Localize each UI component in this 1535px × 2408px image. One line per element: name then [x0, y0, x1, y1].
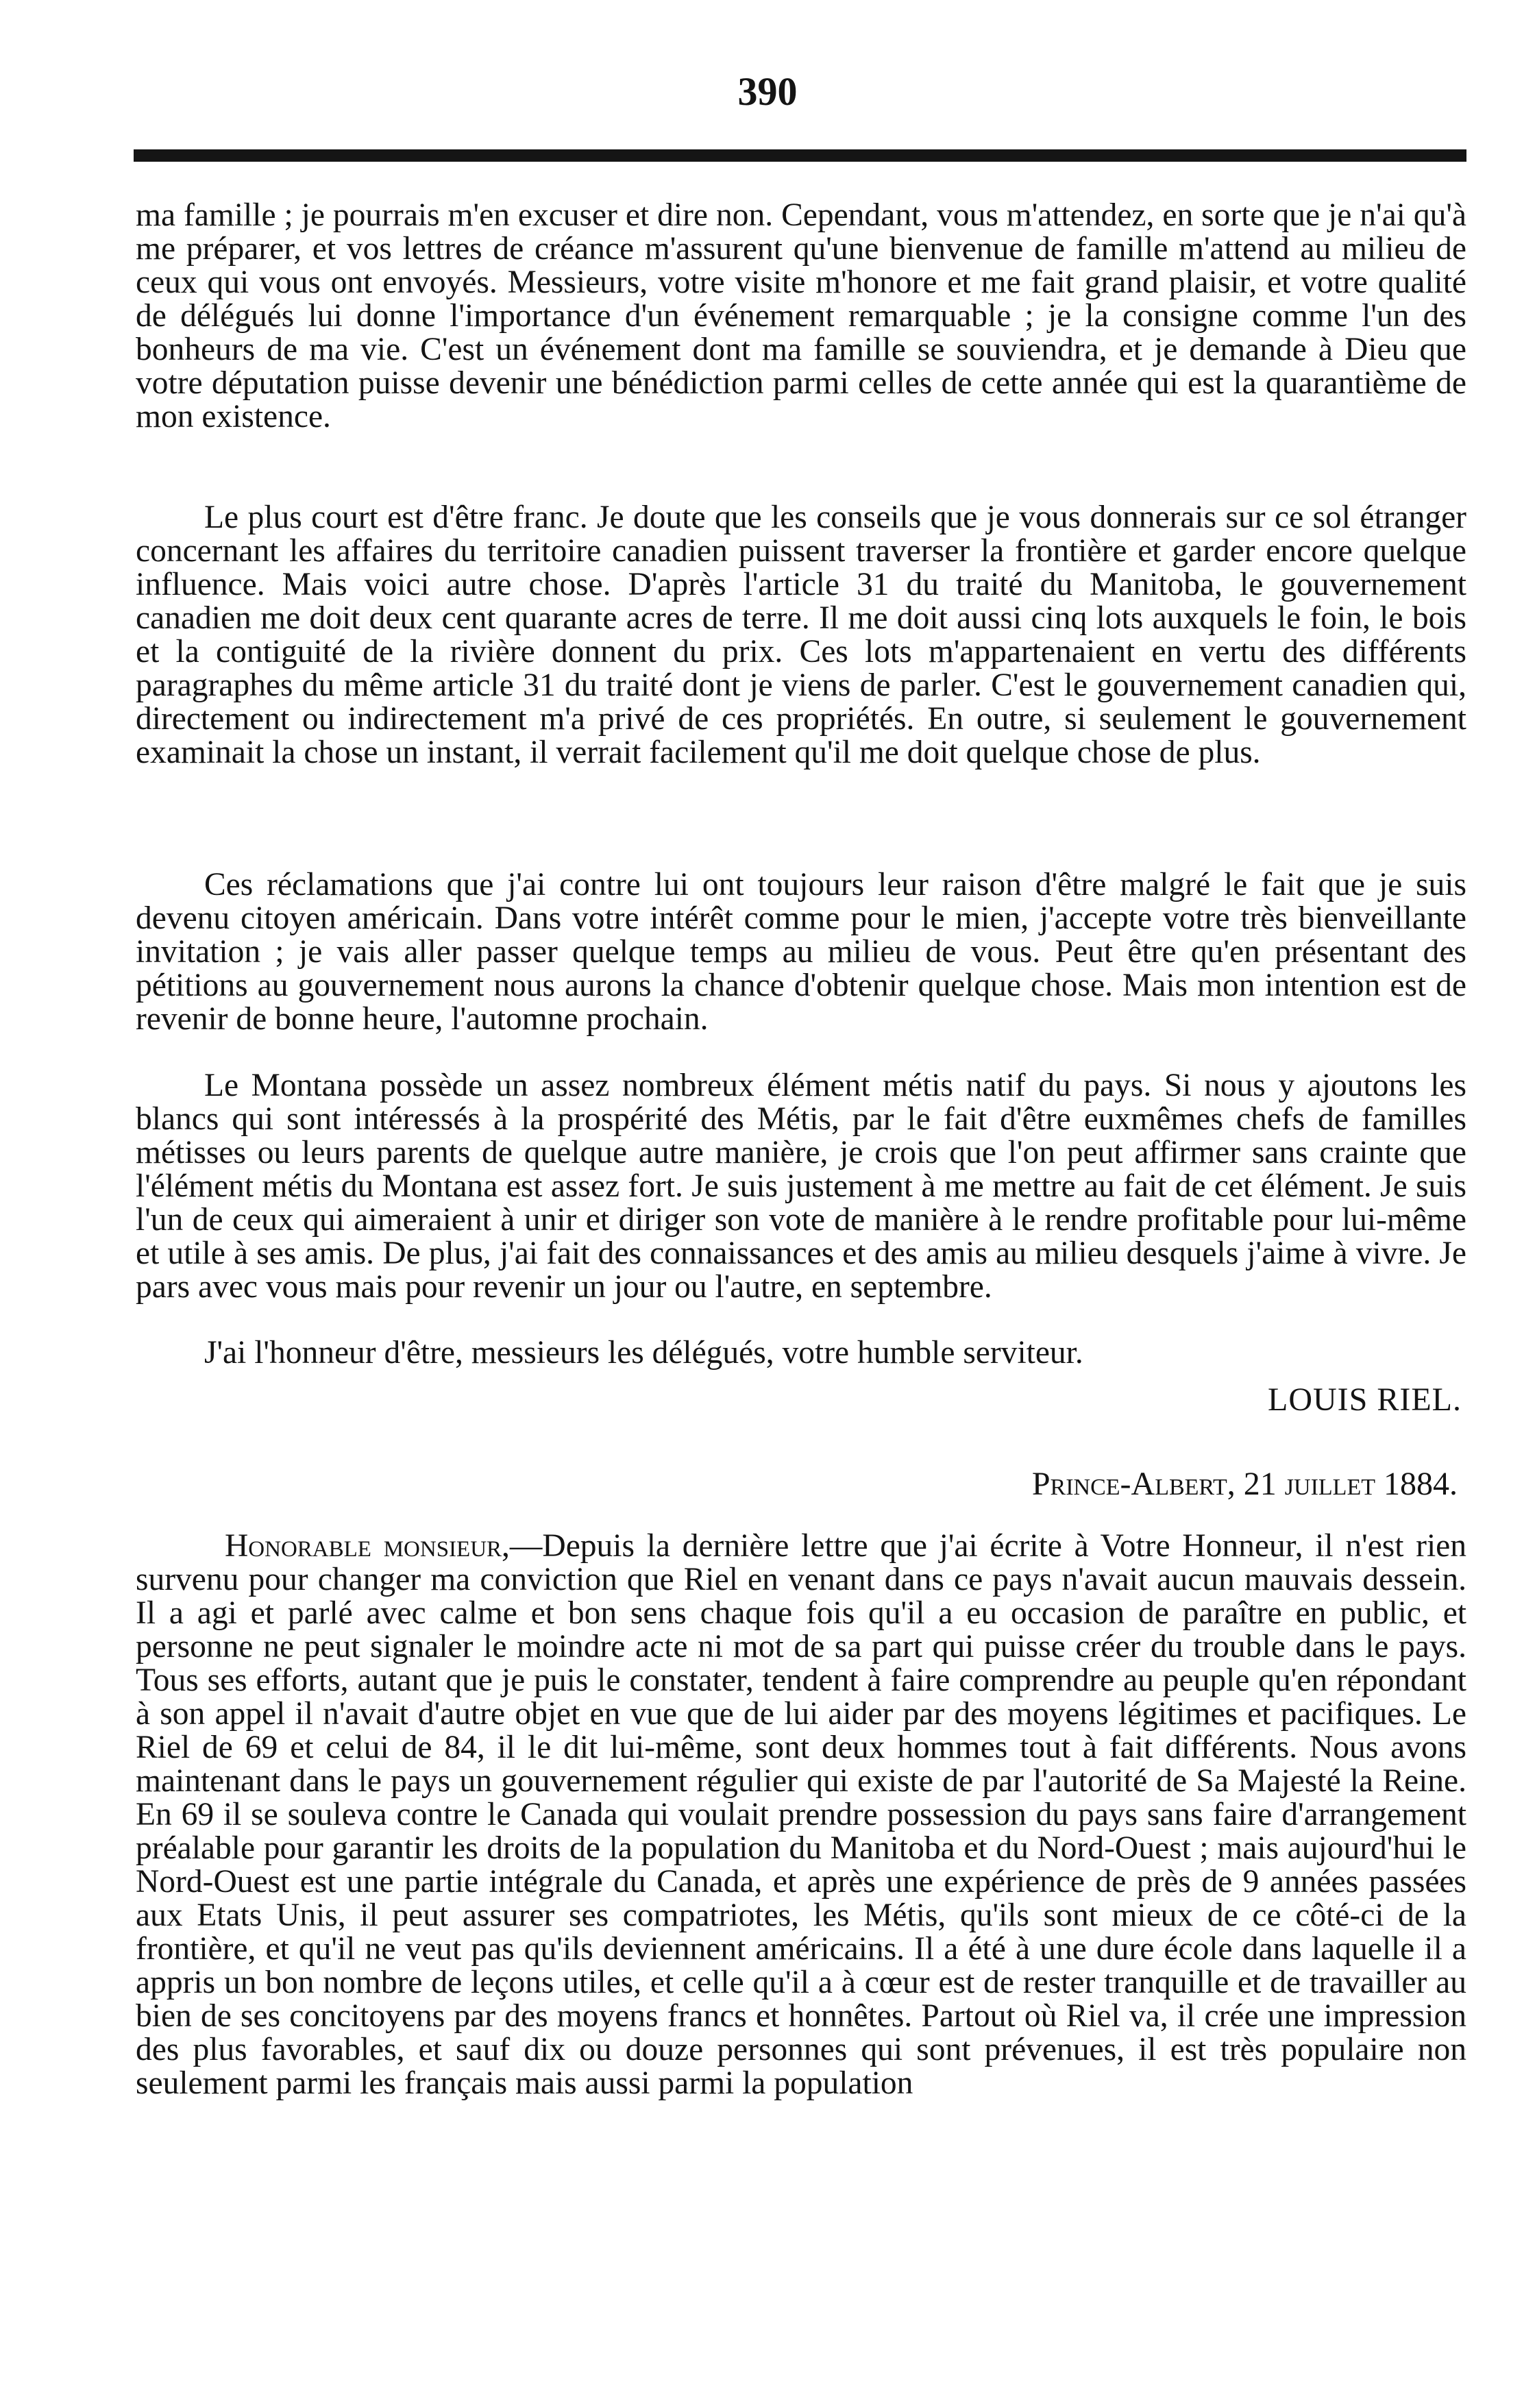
- page-number: 390: [737, 69, 798, 114]
- dateline: Prince-Albert, 21 juillet 1884.: [1031, 1466, 1458, 1502]
- letter1-paragraph-1: ma famille ; je pourrais m'en excuser et dire non. Cependant, vous m'attendez, en sorte que je n'ai qu'à me préparer, et vos lettres de créance m'assurent qu'une bienvenue de famille m'attend au milieu de ceux qui vous ont envoyés. Messieurs, votre visite m'honore et me fait grand plaisir, et votre qualité de délégués lui donne l'importance d'un événement remarquable ; je la consigne comme l'un des bonheurs de ma vie. C'est un événement dont ma famille se souviendra, et je demande à Dieu que votre députation puisse devenir une bénédiction parmi celles de cette année qui est la quarantième de mon existence.: [136, 197, 1466, 434]
- salutation: Honorable monsieur,: [225, 1528, 510, 1564]
- letter1-paragraph-3: Ces réclamations que j'ai contre lui ont toujours leur raison d'être malgré le fait que je suis devenu citoyen américain. Dans votre intérêt comme pour le mien, j'accepte votre très bienveillante invitation ; je vais aller passer quelque temps au milieu de vous. Peut être qu'en présentant des pétitions au gouvernement nous aurons la chance d'obtenir quelque chose. Mais mon intention est de revenir de bonne heure, l'automne prochain.: [136, 867, 1466, 1037]
- letter1-closing: J'ai l'honneur d'être, messieurs les délégués, votre humble serviteur.: [204, 1335, 1083, 1371]
- signature: LOUIS RIEL.: [1268, 1381, 1462, 1418]
- letter1-paragraph-2: Le plus court est d'être franc. Je doute que les conseils que je vous donnerais sur ce sol étranger concernant les affaires du territoire canadien puissent traverser la frontière et garder encore quelque influence. Mais voici autre chose. D'après l'article 31 du traité du Manitoba, le gouvernement canadien me doit deux cent quarante acres de terre. Il me doit aussi cinq lots auxquels le foin, le bois et la contiguité de la rivière donnent du prix. Ces lots m'appartenaient en vertu des différents paragraphes du même article 31 du traité dont je viens de parler. C'est le gouvernement canadien qui, directement ou indirectement m'a privé de ces propriétés. En outre, si seulement le gouvernement examinait la chose un instant, il verrait facilement qu'il me doit quelque chose de plus.: [136, 500, 1466, 770]
- header-rule: [134, 149, 1466, 162]
- letter1-paragraph-4: Le Montana possède un assez nombreux élément métis natif du pays. Si nous y ajoutons les blancs qui sont intéressés à la prospérité des Métis, par le fait d'être euxmêmes chefs de familles métisses ou leurs parents de quelque autre manière, je crois que l'on peut affirmer sans crainte que l'élément métis du Montana est assez fort. Je suis justement à me mettre au fait de cet élément. Je suis l'un de ceux qui aimeraient à unir et diriger son vote de manière à le rendre profitable pour lui-même et utile à ses amis. De plus, j'ai fait des connaissances et des amis au milieu desquels j'aime à vivre. Je pars avec vous mais pour revenir un jour ou l'autre, en septembre.: [136, 1068, 1466, 1305]
- letter2-body-text: —Depuis la dernière lettre que j'ai écrite à Votre Honneur, il n'est rien survenu pour changer ma conviction que Riel en venant dans ce pays n'avait aucun mauvais dessein. Il a agi et parlé avec calme et bon sens chaque fois qu'il a eu occasion de paraître en public, et personne ne peut signaler le moindre acte ni mot de sa part qui puisse créer du trouble dans le pays. Tous ses efforts, autant que je puis le constater, tendent à faire comprendre au peuple qu'en répondant à son appel il n'avait d'autre objet en vue que de lui aider par des moyens légitimes et pacifiques. Le Riel de 69 et celui de 84, il le dit lui-même, sont deux hommes tout à fait différents. Nous avons maintenant dans le pays un gouvernement régulier qui existe de par l'autorité de Sa Majesté la Reine. En 69 il se souleva contre le Canada qui voulait prendre possession du pays sans faire d'arrangement préalable pour garantir les droits de la population du Manitoba et du Nord-Ouest ; mais aujourd'hui le Nord-Ouest est une partie intégrale du Canada, et après une expérience de près de 9 années passées aux Etats Unis, il peut assurer ses compatriotes, les Métis, qu'ils sont mieux de ce côté-ci de la frontière, et qu'il ne veut pas qu'ils deviennent américains. Il a été à une dure école dans laquelle il a appris un bon nombre de leçons utiles, et celle qu'il a à cœur est de rester tranquille et de travailler au bien de ses concitoyens par des moyens francs et honnêtes. Partout où Riel va, il crée une impression des plus favorables, et sauf dix ou douze personnes qui sont prévenues, il est très populaire non seulement parmi les français mais aussi parmi la population: [136, 1528, 1466, 2101]
- letter2-body: [136, 1529, 1466, 2100]
